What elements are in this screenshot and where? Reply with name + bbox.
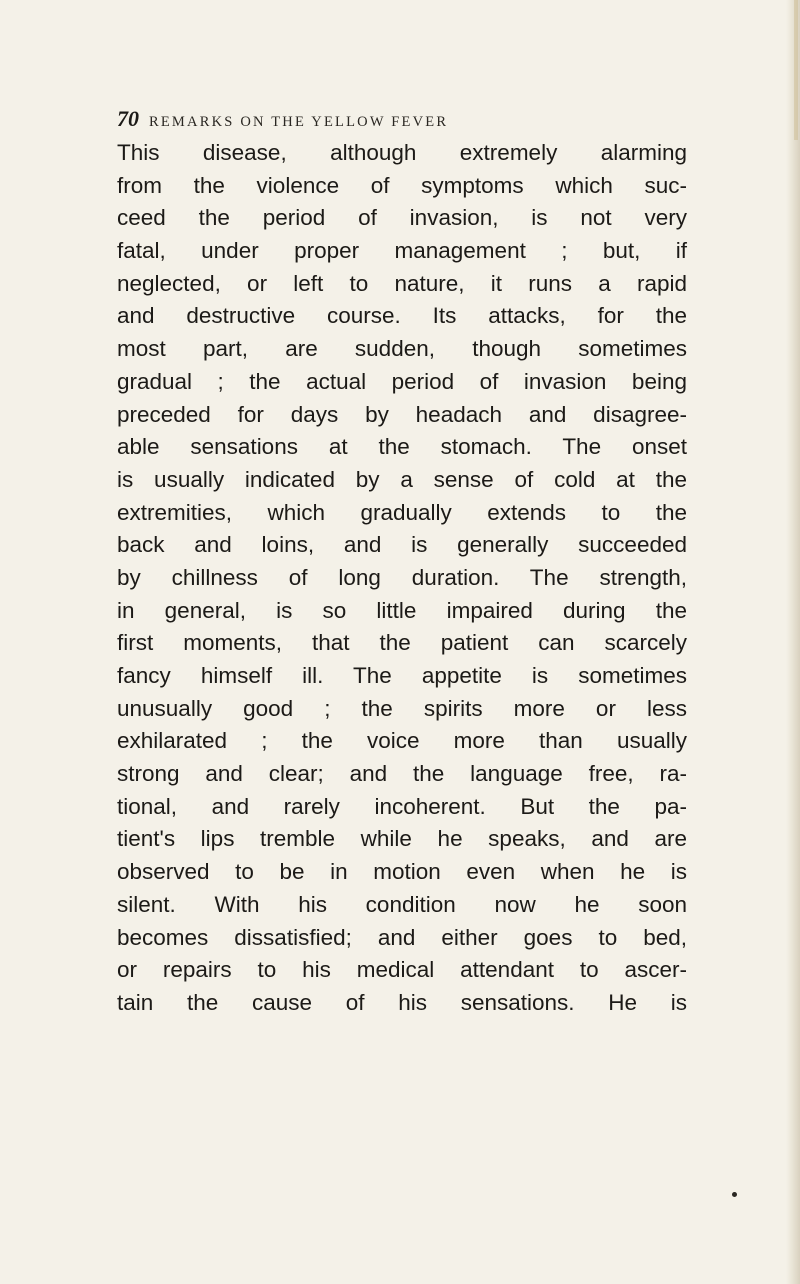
binding-stain bbox=[794, 0, 798, 140]
text-line: extremities, which gradually extends to the bbox=[117, 499, 687, 525]
text-line: strong and clear; and the language free, ra- bbox=[117, 761, 687, 787]
text-line: fancy himself ill. The appetite is sometimes bbox=[117, 663, 687, 688]
text-line: gradual ; the actual period of invasion being bbox=[117, 368, 687, 394]
text-line: silent. With his condition now he soon bbox=[117, 891, 687, 917]
text-line: tient's lips tremble while he speaks, and are bbox=[117, 826, 687, 852]
text-line: most part, are sudden, though sometimes bbox=[117, 336, 687, 362]
page-edge-shadow bbox=[786, 0, 800, 1284]
text-line: or repairs to his medical attendant to ascer- bbox=[117, 957, 687, 983]
text-line: neglected, or left to nature, it runs a rapid bbox=[117, 270, 687, 296]
page-number: 70 bbox=[117, 106, 139, 131]
text-line: first moments, that the patient can scarcely bbox=[117, 630, 687, 656]
text-line: tional, and rarely incoherent. But the pa- bbox=[117, 793, 687, 819]
text-line: This disease, although extremely alarming bbox=[117, 140, 687, 165]
text-line: is usually indicated by a sense of cold at the bbox=[117, 466, 687, 492]
text-line: and destructive course. Its attacks, for the bbox=[117, 303, 687, 329]
text-line: tain the cause of his sensations. He is bbox=[117, 989, 687, 1015]
text-line: from the violence of symptoms which suc- bbox=[117, 172, 687, 198]
text-line: becomes dissatisfied; and either goes to bed, bbox=[117, 924, 687, 950]
text-line: in general, is so little impaired during the bbox=[117, 597, 687, 623]
running-head: REMARKS ON THE YELLOW FEVER bbox=[149, 114, 449, 130]
text-line: unusually good ; the spirits more or less bbox=[117, 695, 687, 721]
text-line: observed to be in motion even when he is bbox=[117, 859, 687, 885]
text-line: back and loins, and is generally succeeded bbox=[117, 532, 687, 558]
text-line: exhilarated ; the voice more than usually bbox=[117, 728, 687, 754]
text-line: ceed the period of invasion, is not very bbox=[117, 205, 687, 231]
text-line: able sensations at the stomach. The onset bbox=[117, 434, 687, 460]
body-paragraph bbox=[117, 137, 687, 1020]
text-line: by chillness of long duration. The strength, bbox=[117, 564, 687, 590]
text-line: fatal, under proper management ; but, if bbox=[117, 238, 687, 264]
ink-speck bbox=[732, 1192, 737, 1197]
page-header bbox=[117, 106, 677, 131]
text-line: preceded for days by headach and disagree- bbox=[117, 401, 687, 427]
